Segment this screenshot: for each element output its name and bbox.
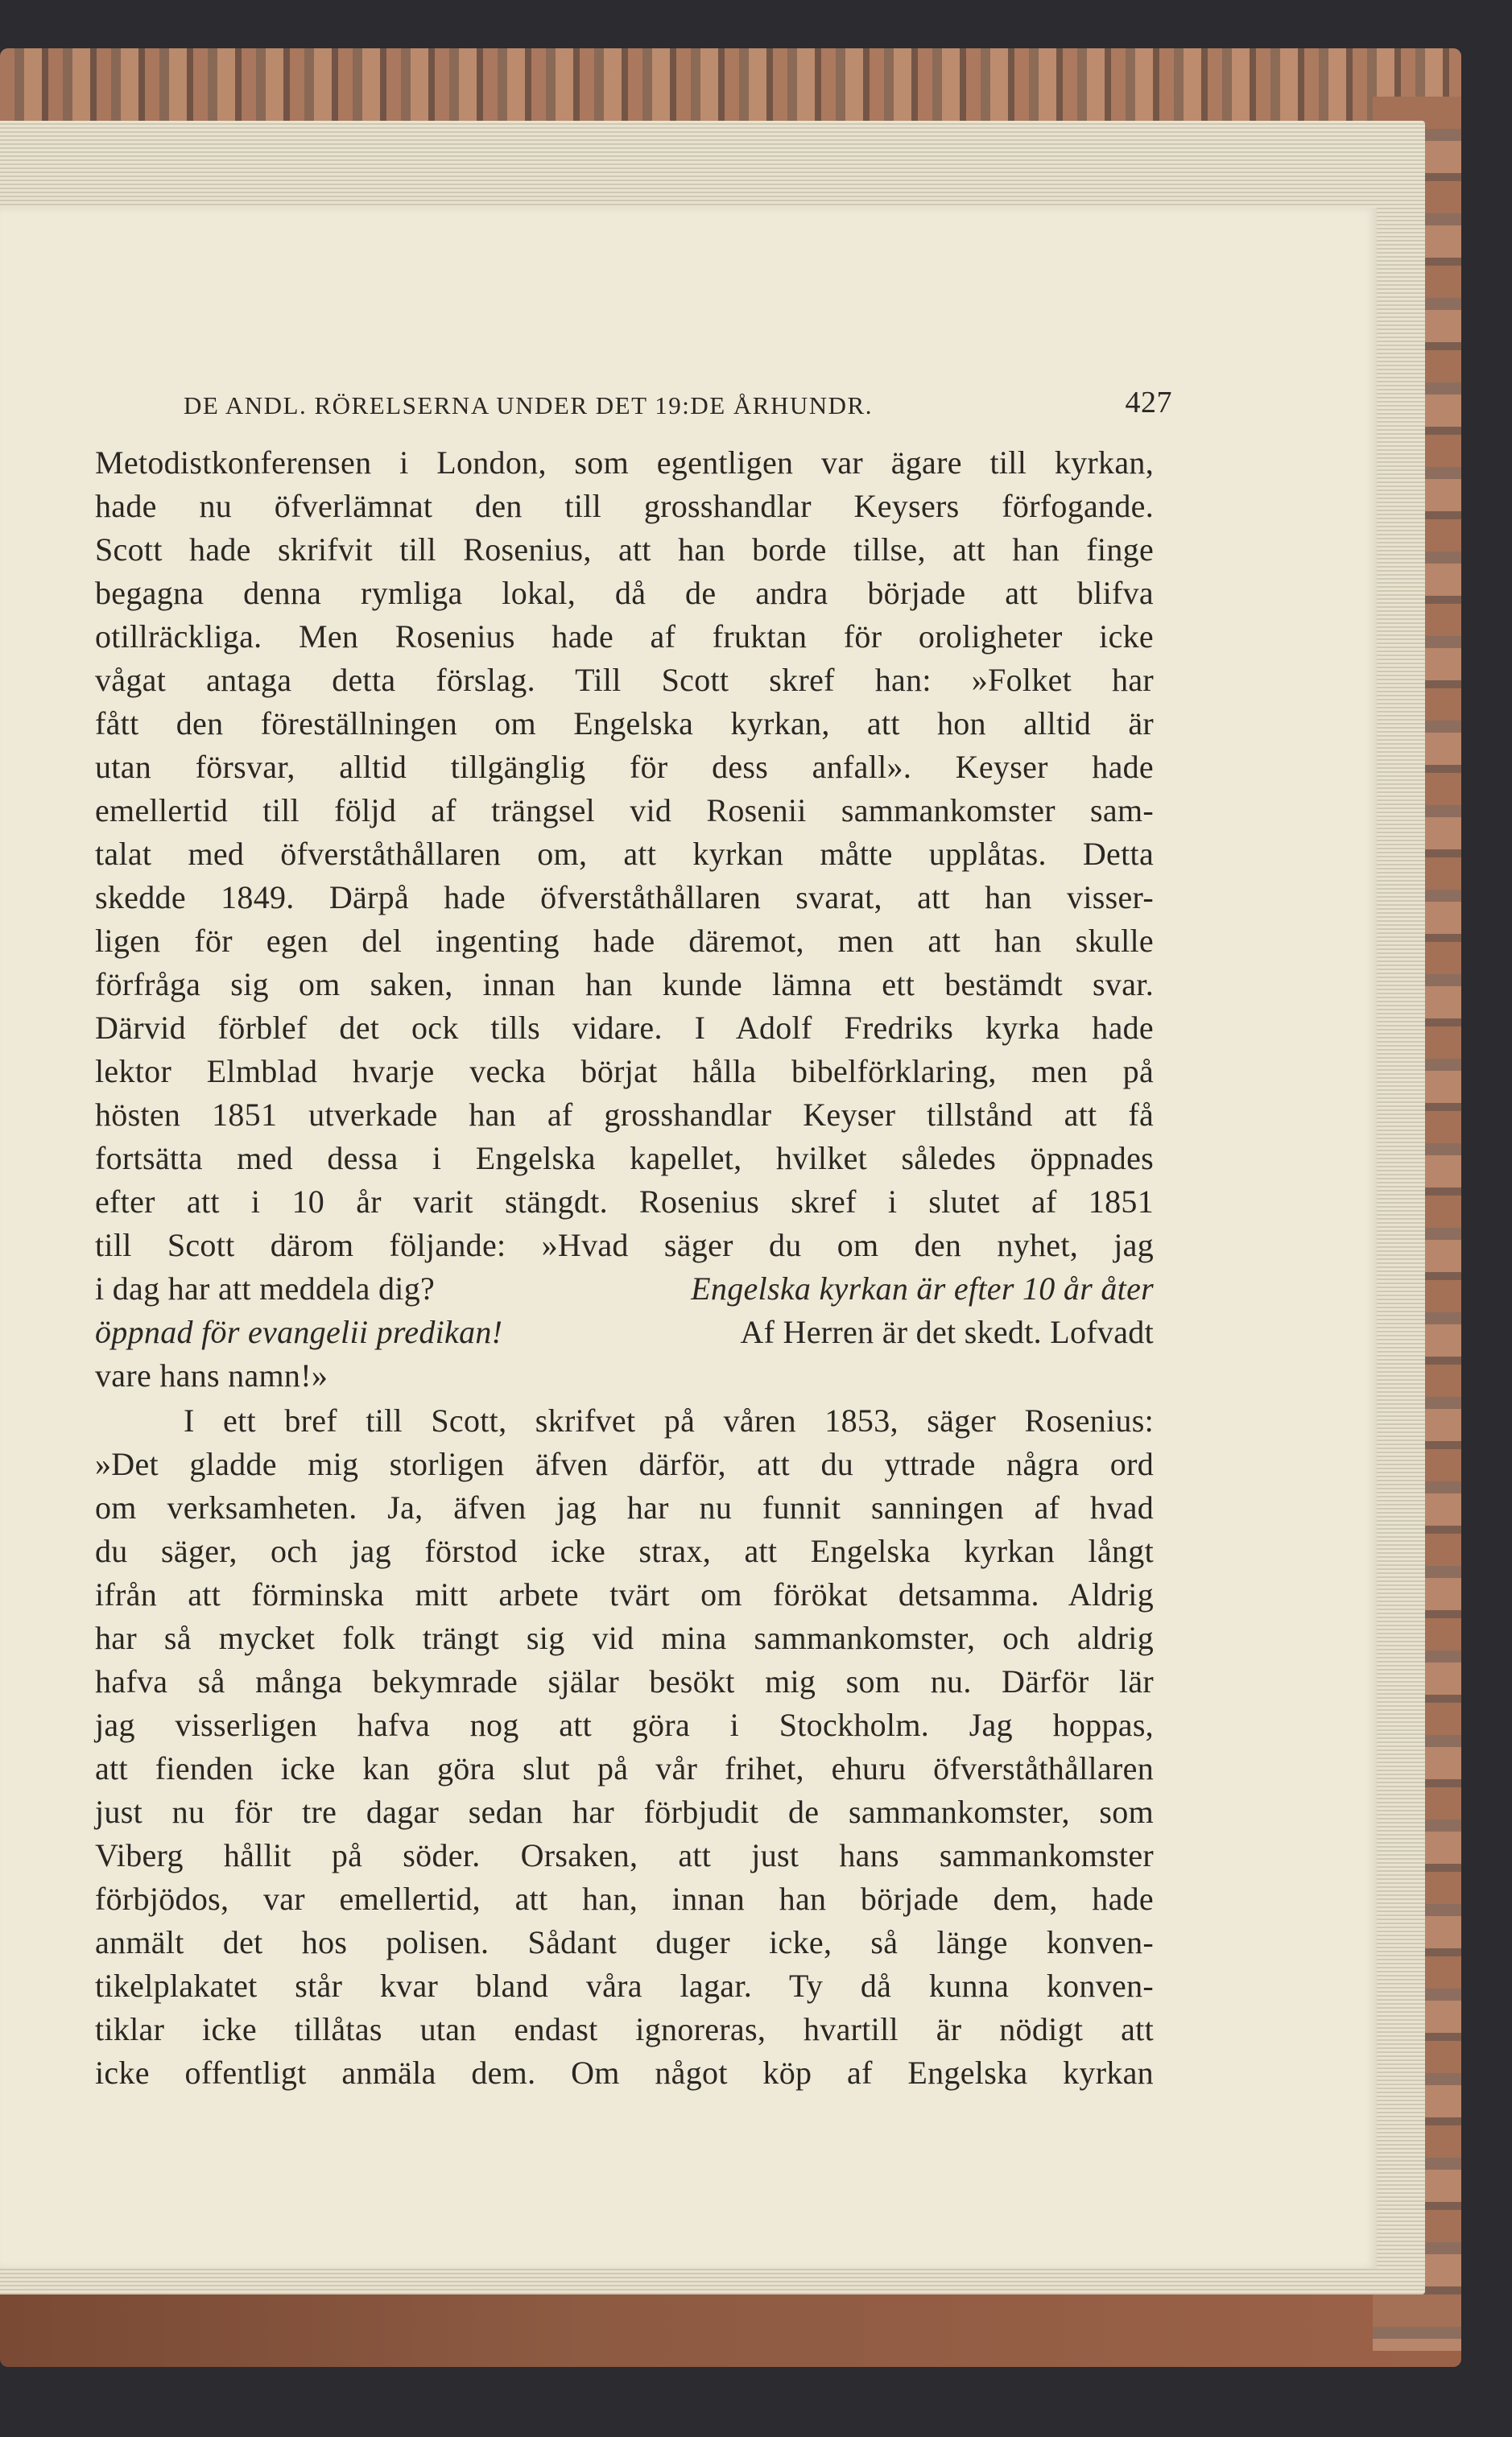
text-line: hade nu öfverlämnat den till grosshandlar Keysers förfogande. [95,488,1154,524]
text-line: till Scott därom följande: »Hvad säger du om den nyhet, jag [95,1227,1154,1263]
italic-span: öppnad för evangelii predikan! [95,1314,503,1350]
text-line: jag visserligen hafva nog att göra i Stockholm. Jag hoppas, [95,1707,1154,1743]
text-line: fortsätta med dessa i Engelska kapellet, hvilket således öppnades [95,1140,1154,1176]
text-line [95,1267,1154,1311]
text-line: lektor Elmblad hvarje vecka börjat hålla bibelförklaring, men på [95,1053,1154,1089]
text-line: Viberg hållit på söder. Orsaken, att just hans sammankomster [95,1837,1154,1873]
italic-span: Engelska kyrkan är efter 10 år åter [691,1270,1154,1307]
text-line: hafva så många bekymrade själar besökt mig som nu. Därför lär [95,1663,1154,1700]
text-line: talat med öfverståthållaren om, att kyrkan måtte upplåtas. Detta [95,836,1154,872]
text-line: ifrån att förminska mitt arbete tvärt om förökat detsamma. Aldrig [95,1576,1154,1613]
text-line: om verksamheten. Ja, äfven jag har nu funnit sanningen af hvad [95,1489,1154,1526]
text-line: utan försvar, alltid tillgänglig för dess anfall». Keyser hade [95,749,1154,785]
text-span: Af Herren är det skedt. Lofvadt [733,1314,1154,1350]
text-line: du säger, och jag förstod icke strax, att Engelska kyrkan långt [95,1533,1154,1569]
text-line: Metodistkonferensen i London, som egentligen var ägare till kyrkan, [95,444,1154,481]
text-line: ligen för egen del ingenting hade däremot, men att han skulle [95,923,1154,959]
running-head [184,375,1172,420]
text-span: i dag har att meddela dig? [95,1270,436,1307]
text-line: anmält det hos polisen. Sådant duger icke, så länge konven- [95,1924,1154,1960]
text-line: begagna denna rymliga lokal, då de andra började att blifva [95,575,1154,611]
text-line: hösten 1851 utverkade han af grosshandlar Keyser tillstånd att få [95,1097,1154,1133]
text-line: otillräckliga. Men Rosenius hade af fruktan för oroligheter icke [95,618,1154,655]
text-line: »Det gladde mig storligen äfven därför, att du yttrade några ord [95,1446,1154,1482]
text-line: att fienden icke kan göra slut på vår frihet, ehuru öfverståthållaren [95,1750,1154,1786]
text-line: förbjödos, var emellertid, att han, innan han började dem, hade [95,1881,1154,1917]
text-line: I ett bref till Scott, skrifvet på våren 1853, säger Rosenius: [184,1402,1154,1439]
text-line: efter att i 10 år varit stängdt. Rosenius skref i slutet af 1851 [95,1183,1154,1220]
text-line: vare hans namn!» [95,1357,328,1394]
page-number: 427 [1125,386,1172,419]
text-line [95,1311,1154,1354]
text-line: tiklar icke tillåtas utan endast ignoreras, hvartill är nödigt att [95,2011,1154,2047]
text-line: förfråga sig om saken, innan han kunde lämna ett bestämdt svar. [95,966,1154,1002]
text-line: icke offentligt anmäla dem. Om något köp af Engelska kyrkan [95,2055,1154,2091]
text-line: Scott hade skrifvit till Rosenius, att han borde tillse, att han finge [95,531,1154,568]
text-line: tikelplakatet står kvar bland våra lagar. Ty då kunna konven- [95,1968,1154,2004]
text-line: emellertid till följd af trängsel vid Rosenii sammankomster sam- [95,792,1154,828]
text-line: vågat antaga detta förslag. Till Scott skref han: »Folket har [95,662,1154,698]
text-line: fått den föreställningen om Engelska kyrkan, att hon alltid är [95,705,1154,741]
running-title: DE ANDL. RÖRELSERNA UNDER DET 19:DE ÅRHUNDR. [184,391,873,419]
text-line: skedde 1849. Därpå hade öfverståthållaren svarat, att han visser- [95,879,1154,915]
text-line: just nu för tre dagar sedan har förbjudit de sammankomster, som [95,1794,1154,1830]
text-line: Därvid förblef det ock tills vidare. I Adolf Fredriks kyrka hade [95,1010,1154,1046]
text-line: har så mycket folk trängt sig vid mina sammankomster, och aldrig [95,1620,1154,1656]
